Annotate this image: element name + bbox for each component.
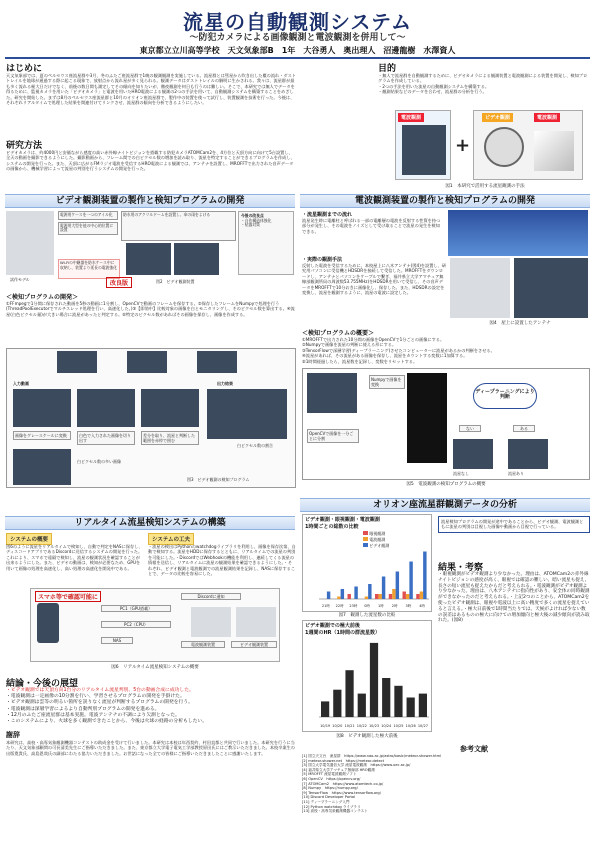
x-tick-label: 1時 (378, 604, 384, 608)
realtime-band: リアルタイム流星検知システムの構築 (5, 516, 295, 530)
note-2: 電源用大型を他の中心的位置に設置 (58, 222, 118, 235)
fig8-caption: 図8 ビデオ観測した極大前後 (336, 734, 398, 739)
purpose-diagram (395, 110, 585, 182)
yes-label: ある (513, 425, 535, 432)
bar-ビデオ観測 (382, 577, 385, 600)
antenna-photo (450, 258, 510, 318)
spectrogram (307, 373, 357, 413)
sample-frame-2 (127, 351, 167, 373)
orion-note: 流星検知プログラムの開発が途中であることから、ビデオ観測、電波観測ともに流星の判別は目視した画像や動画から目視で行っている。 (438, 516, 590, 533)
chart1-plot (307, 549, 429, 609)
radio-photo (402, 125, 446, 175)
video-prog-heading: ＜検知プログラムの開発＞ (6, 294, 78, 301)
bar (321, 701, 329, 717)
conclusion-item: ・電波観測は深層学習によるより自動判別プログラムの開発を進める。 (6, 706, 160, 712)
x-tick-label: 10/27 (417, 724, 428, 728)
note-1: 電源用ケースを一つのアイル化 (58, 211, 118, 220)
conclusion-heading: 結論・今後の展望 (6, 679, 79, 689)
bar (370, 643, 378, 717)
method-text: ビデオカメラは、約4000円と安価ながら感度の高い赤外線ナイトビジョンを搭載する防犯カメラATOMCam2を、4方位と天頂方向に向けて5台設置し、全天の動画を撮影できるようにした。撮影動画から、フレーム間での白ピクセル数の増加を読み取り、流星を特定することができるプログラムを作成し、システムの開発を行った。また、天頂に広がるFMラジオ電波を受信するHRO電波による観測では、アンテナを設置し、MROFFTで出力された音声データの画像から、機械学習によって流星の判別を行うシステムの開発を行った。 (6, 150, 295, 172)
x-tick-label: 2時 (391, 604, 398, 608)
input-label: 入力動画 (13, 381, 29, 386)
bar-電波観測 (365, 597, 368, 600)
bar-電波観測 (392, 589, 395, 599)
radio-prog-item: ③TensorFlowで深層学習(ディープラーニング)させたコンピューターに流星があるかの判断をさせる。 (302, 347, 495, 353)
chart1 (302, 514, 432, 612)
radio-label-2: 電波観測 (534, 113, 560, 122)
improved-photo-2 (174, 243, 219, 275)
thanks-text: 本研究は、高校・高専気象観測機器コンテストの助成金を受けて行いました。本研究は本校は年西契約、村田直都と共同で行いました。本研究を行うに当たり、天文気象部顧問の可長清美先生にご指導いただきました。また、東京都立大学電子電気工学部教授原田氏にはご教示いただきました。本校卒業生の出版寛貴氏、高島恩哉氏の細部にわたる協力いただきました。お世話になった全ての皆様にご指導いただきましたことに感謝いたします。 (6, 740, 295, 756)
note-3: 防水用のアクリルドームを設置し、傘の雨をよける (121, 211, 236, 241)
x-tick-label: 21時 (321, 604, 330, 608)
step-diff: 差分を取り、流星と判断した範囲を赤枠で囲む (141, 431, 199, 445)
video-box (473, 110, 583, 180)
bar-眼視観測 (403, 592, 406, 600)
radio-prog-item: ⑤1時間経過したら、流星数を記録し、変数をリセットする。 (302, 358, 418, 364)
bar-電波観測 (337, 597, 340, 600)
tech-heading: システムの工夫 (148, 533, 194, 545)
ref-item: [8] Numpy https://numpy.org/ (302, 786, 358, 791)
radio-prog-item: ①MROFFTで出力された10分間の画像をOpenCVで1分ごとの画像にする。 (302, 337, 445, 342)
radio-label: 電波観測 (398, 113, 424, 122)
radio-prog-heading: ＜検知プログラムの概要＞ (302, 330, 374, 337)
bar (419, 694, 427, 717)
ref-item: [2] meteor-shower.net https://meteor-detect (302, 758, 385, 763)
purpose-list (378, 73, 590, 95)
numpy-box: Numpyで画像を変換 (369, 375, 405, 389)
device-photo-2 (236, 607, 276, 637)
bar-ビデオ観測 (327, 592, 330, 600)
ref-item: [1] 国立天文台 流星群 https://www.nao.ac.jp/astro/basic/meteor-shower.html (302, 754, 442, 758)
x-tick-label: 10/26 (405, 724, 416, 728)
video-device-box: ビデオ観測装置 (231, 641, 277, 648)
plus-icon: + (455, 135, 471, 156)
radio-equip-text: 反射した電波を受信するために、本校屋上に八木アンテナ(図4)を設置し、研究用パソコンに受信機とHDSDRを接続して受信した。MROFFTをダウンロードし、アンテナとパソコンをケーブルで繋ぎ、福井県立大学アマチュア無線部観測所局の周波数53.755MHz)をHDSDRを用いて受信し、その音声データをMROFFTで10分おきに画像化し、保存した。また、HDSDRの設定を変換し、流星を観測するように、流星の電波に設定した。 (302, 263, 446, 296)
no-label: ない (459, 425, 481, 432)
gray-frame (77, 389, 135, 427)
input-video (13, 389, 71, 427)
overview-text: 図6のように流星をリアルタイムで検知し、自動で判定をNASに保存し、ディスコードアプリであるDiscordに送信するシステムの開発を行った。これにより、スマホで遠隔で検知し、流星の観測状況を確認することが出来るようにした。また、ビデオの動画は、検知が必要なため、GPUを用いて画像の処理を高速化し、高い処理の高速化を開発中である。 (6, 544, 143, 571)
x-tick-label: 10/19 (320, 724, 331, 728)
radio-prog-item: ②Numpyで画像を流星の判断に使える形にする。 (302, 342, 397, 348)
chart2-title: ビデオ観測での極大前後 (305, 623, 360, 629)
radio-principle-text: 流星発生時に電離柱と呼ばれる一部の電離層の電波を反射する性質を持つ部分が発生し、その電波をノイズとして受け取ることで流星の発生を検知できる。 (302, 218, 441, 234)
step-gray: 画像をグレースケールに変換 (13, 431, 71, 440)
bar-電波観測 (420, 592, 423, 600)
video-band: ビデオ観測装置の製作と検知プログラムの開発 (5, 194, 295, 208)
bar-眼視観測 (375, 594, 378, 599)
conclusion-list (6, 688, 296, 725)
bar (333, 690, 341, 717)
ref-item: [10] Discord Developer Portal (302, 795, 356, 800)
trial-label: 試作モデル (10, 277, 30, 282)
step-cut: 白色で入力された画像を切り出す (77, 431, 135, 445)
bar-ビデオ観測 (409, 562, 412, 600)
chart2-plot (307, 639, 429, 729)
bar (345, 670, 353, 717)
bar-電波観測 (378, 594, 381, 599)
ref-item: [12] Python watchdog ライブラリ (302, 804, 361, 809)
fig4-caption: 図4 屋上に設置したアンテナ (489, 321, 551, 326)
refs-list (302, 754, 590, 814)
orion-band: オリオン座流星群観測データの分析 (300, 498, 590, 512)
conclusion-item: ・12月のふたご座流星群は基本実施。電波アンテナの不調により欠測となった。 (6, 712, 180, 718)
radio-principle-heading: ・流星観測までの流れ (302, 212, 353, 218)
x-tick-label: 3時 (405, 604, 412, 608)
radio-prog-list (302, 337, 590, 364)
bar-ビデオ観測 (341, 589, 344, 599)
opencv-box: OpenCVで画像を一分ごとに分割 (307, 429, 359, 443)
bar-ビデオ観測 (354, 587, 357, 600)
phone-icon (37, 603, 59, 643)
x-tick-label: 10/24 (381, 724, 392, 728)
legend-label: 眼視観測 (369, 531, 386, 536)
x-tick-label: 10/25 (393, 724, 404, 728)
device-notes (58, 211, 118, 257)
chart1-legend (363, 531, 389, 549)
radio-detect-diagram (302, 368, 590, 480)
phone-label: スマホ等で確認可能に (35, 591, 101, 602)
radio-device-box: 電波観測装置 (181, 641, 225, 648)
ref-item: [6] OpenCV https://opencv.org/ (302, 776, 361, 781)
fig2-caption: 図2 ビデオ観測装置 (156, 279, 195, 284)
white-ratio-label: 白ピクセル数の割合 (237, 443, 273, 448)
device-photos (6, 211, 296, 289)
x-tick-label: 23時 (349, 604, 358, 608)
conclusion-item: ・このシステムにより、火球を多く観測できたことから、今後は火球の経路の分析もしたい。 (6, 719, 207, 725)
antenna-icon (534, 131, 574, 171)
bar-眼視観測 (389, 594, 392, 599)
bar-ビデオ観測 (423, 552, 426, 600)
ref-item: [5] MROFFT 流星電波観測ソフト (302, 772, 357, 777)
radio-box (395, 110, 451, 180)
radio-prog-item: ④流星があれば、その流星がある画像を保存し、流星をカウントする変数に1加算する。 (302, 353, 468, 359)
future-notes (238, 211, 294, 275)
authors-line: 東京都立立川高等学校 天文気象部B 1年 大谷勇人 奥出理人 沼邊龍樹 水澤資人 (139, 46, 456, 55)
fig5-caption: 図5 電波観測の検知プログラムの概要 (406, 482, 486, 487)
legend-label: ビデオ観測 (369, 543, 390, 548)
improved-photo (126, 243, 171, 275)
video-prog-text: ①FFmpegで1分間に保存された動画を5秒の動画に1分割し、OpenCVで動画のフレームを保存する。②保存したフレームをNumpyで処理を行う(ThreadPoolExecutorでマルチスレッド処理を行い、高速化した。)③【即効中】比較対象の画像を白とモニタリングし、そのピクセル数を算出する。④流星(白色ピクセル量)が大きい場合に流星があったと判定する。⑤特定のピクセル数があればその画像を保存し、画像を作成する。 (6, 301, 295, 317)
radio-equip-heading: ・実際の観測手法 (302, 257, 343, 263)
no-meteor-label: 流星なし (453, 471, 469, 476)
ref-item: [4] 福井県立大学アマチュア無線部 HRO観測 (302, 767, 375, 772)
purpose-item: ・無人で流星群を自動観測するために、ビデオカメラによる観測装置と電波観測による装置を開発し、検知プログラムを作成している。 (378, 73, 588, 84)
future-item: ・自作構造体強化 (241, 217, 272, 223)
method-heading: 研究方法 (6, 141, 43, 151)
camera-icon (484, 127, 524, 167)
title-divider (5, 57, 590, 59)
conclusion-item: ・電波観測は一定画像の10分割を行い、学習させるプログラムの開発を手掛けた。 (6, 694, 185, 700)
chart2 (302, 620, 432, 732)
conclusion-item: ・ビデオ観測では天頂方向1台分のリアルタイム流星判別、5台の動画合成に成功した。 (6, 688, 194, 693)
ref-item: [13] 高校・高専気象観測機器コンテスト (302, 809, 368, 814)
ref-item: [7] ATOMCam2 https://www.atomtech.co.jp/ (302, 781, 384, 786)
results-text: ・眼視観測がビデオ観測より少なかった。理由は、ATOMCam2の赤外線ナイトビジョンの感度が高く、眼視では確認の難しい、暗い流星も捉え、長さの短い流星も捉えたからだと考えられる。・電波観測がビデオ観測より少なかった。理由は、八木アンテナに指向性があり、安全体の同時観測ができなかったのだと考えられる。・上記2つのことから、ATOMCam2を使ったビデオ観測は、眼視や電波以上に高い精度で多くの流星を捉えていると言える。・極大日前後で1時間当たりでは、天候がよければ少ない数の誤差はあるものの極大に向けての増加傾向と極大後の減少傾向が読み取れた。(図8) (438, 572, 590, 624)
realtime-diagram (30, 588, 280, 662)
purpose-item: ・2つの手法を用いた流星の自動観測システムを構築する。 (378, 83, 490, 89)
antenna-photo-2 (514, 258, 588, 318)
results-heading: 結果・考察 (438, 563, 484, 573)
conclusion-item: ・ビデオ観測は雲等の明るい箇所を誤りなく流星が判断するプログラムの開発を行う。 (6, 700, 193, 706)
fig3-caption: 図3 ビデオ観測の検知プログラム (187, 477, 250, 482)
purpose-heading: 目的 (378, 64, 397, 74)
intro-text: 天文気象部では、夏のペルセウス座流星群や3月、冬のふたご座流星群で1晩の観測観測を実施している。流星群とは彗星から吹き出した塵の流れ・ダストトレイルを地球が通過する際に起こる現象で、放射点から流れ星が多く見られる。観測データはダストトレイルの解明に生かされる。我々は、流星群が最も多く流れる極大日だけでなく、前後の数日間も測定してその傾向を知りたいが、徹夜観測を何日も行うのは難しい。そこで、本研究では無人でデータを得るために、監視カメラを用いた「ビデオカメラ」と電波を用いたHRO電波による観測の2つの手法を用いて、自動観測システムを構築することをめざした。研究を開始した。まずは8月のペルセウス座流星群と10月のオリオン座流星群で、製作中の装置を使って試行し、装置観測を技術を行った。今後は、それぞれリアルタイムで処理した結果を関連付けてリンクさせ、流星群の傾向を分析できるようにしたい。 (6, 73, 296, 106)
note-5: Wi-Fiの中継器を防水ケース中に収納し、装置より延長の電波強化 (58, 259, 120, 279)
bar-ビデオ観測 (396, 572, 399, 600)
x-tick-label: 10/20 (332, 724, 343, 728)
radio-band: 電波観測装置の製作と検知プログラムの開発 (300, 194, 590, 208)
bar (407, 698, 415, 718)
trial-model-photo (6, 211, 54, 275)
x-tick-label: 10/21 (344, 724, 355, 728)
x-tick-label: 10/22 (356, 724, 367, 728)
nas-box: NAS (101, 637, 133, 644)
pc1-box: PC1（GPU搭載） (101, 605, 171, 612)
poster-subtitle: 〜防犯カメラによる画像観測と電波観測を併用して〜 (189, 33, 406, 43)
bar (382, 678, 390, 717)
bar (358, 694, 366, 717)
tech-text: ・流星の検出はPythonのwatchdogライブラリを利用し、画像を保存次第、自動で検知する。流星をHDDに保存するとともに、リアルタイムでの流星の判別を可能にした。・DiscordではWebhookの機能を利用し、連続してくる流星の情報を送信し、リアルタイムに流星の観測結果を確認できるようにした。・それぞれ、ビデオ観測と電波観測での流星観測結果を記録し、NASに保存することで、データの比較を容易にした。 (148, 544, 296, 577)
deep-learning-node: ディープラーニングにより判断 (473, 383, 537, 409)
bar-眼視観測 (348, 594, 351, 599)
bar-電波観測 (406, 594, 409, 599)
ref-item: [9] TensorFlow https://www.tensorflow.org/ (302, 790, 381, 795)
chart2-subtitle: 1週間のHR（1時間の群流星数） (305, 630, 380, 636)
fig7-caption: 図7 観測した流星数の比較 (338, 613, 396, 618)
meteor-label: 流星あり (508, 471, 524, 476)
device-photo (191, 607, 231, 637)
diff-frame (141, 389, 199, 427)
output-frame (207, 389, 287, 439)
fig6-caption: 図6 リアルタイム流星検知システムの概要 (111, 665, 199, 670)
legend-label: 電波観測 (369, 537, 386, 542)
refs-heading: 参考文献 (460, 745, 488, 753)
ionosphere-diagram (448, 210, 588, 256)
discord-box: Discordに通知 (181, 593, 241, 600)
fig1-caption: 図1 本研究で活用する流星観測の手法 (445, 184, 525, 189)
future-heading: 今後の改良点 (241, 213, 264, 218)
no-meteor-image (453, 439, 493, 469)
intro-heading: はじめに (6, 64, 43, 74)
bar-ビデオ観測 (368, 584, 371, 599)
split-strips (407, 373, 447, 463)
output-label: 出力結果 (217, 381, 233, 386)
meteor-image (508, 439, 548, 469)
video-detect-diagram (6, 348, 296, 488)
x-tick-label: 10/23 (368, 724, 380, 728)
sample-frame-1 (57, 351, 97, 373)
chart1-subtitle: 1時間ごとの総数の比較 (305, 524, 359, 530)
pc2-box: PC2（CPU） (101, 621, 171, 628)
many-white-frame (13, 449, 71, 485)
improved-label: 改良版 (106, 277, 132, 288)
ref-item: [11] ディープラーニング入門 (302, 799, 350, 804)
future-item: ・結露対策 (241, 222, 260, 228)
x-tick-label: 22時 (335, 604, 344, 608)
bar (394, 686, 402, 717)
poster-title: 流星の自動観測システム (183, 10, 412, 34)
video-label: ビデオ観測 (482, 113, 513, 122)
x-tick-label: 0時 (364, 604, 370, 608)
chart1-title: ビデオ観測・眼視観測・電波観測 (305, 517, 380, 523)
overview-heading: システムの概要 (6, 533, 52, 545)
thanks-heading: 謝辞 (6, 731, 20, 739)
ref-item: [3] 国立大学電気通信大学 流星電波観測 https://www.uec.ac.jp/ (302, 763, 411, 768)
bar-眼視観測 (416, 594, 419, 599)
sample-frame-3 (197, 351, 237, 373)
x-tick-label: 4時 (419, 604, 425, 608)
purpose-item: ・観測結果などのデータを合わせ、流星群の分析を行う。 (378, 89, 487, 95)
many-white-label: 白ピクセル数の多い画像 (77, 459, 121, 464)
